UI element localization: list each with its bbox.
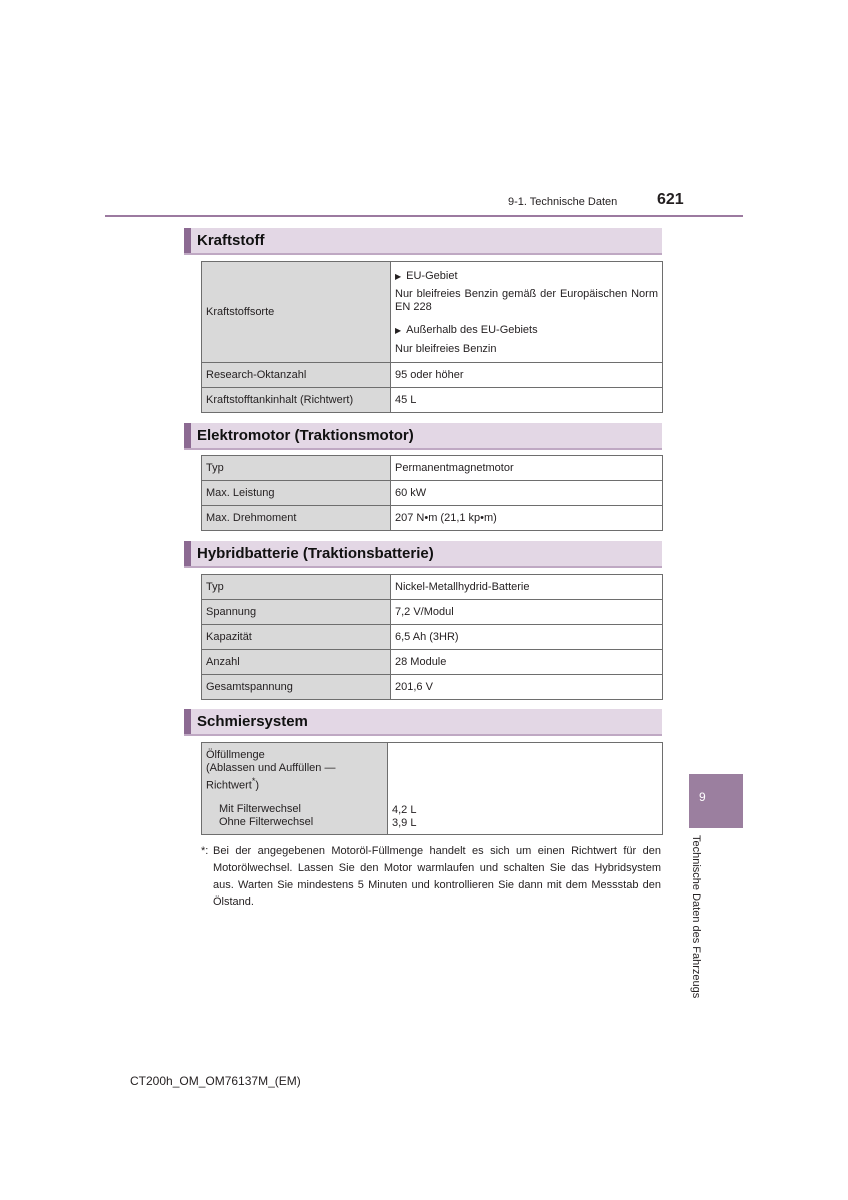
- footnote-marker: *:: [201, 845, 209, 857]
- without-filter-value: 3,9 L: [392, 817, 417, 829]
- table-row: [202, 506, 663, 531]
- section-title: Kraftstoff: [197, 232, 265, 249]
- row-value: 6,5 Ah (3HR): [391, 625, 663, 650]
- oil-capacity-value: [388, 743, 663, 835]
- row-value: Nickel-Metallhydrid-Batterie: [391, 575, 663, 600]
- row-value: 95 oder höher: [391, 363, 663, 388]
- section-title: Schmiersystem: [197, 713, 308, 730]
- table-row: [202, 262, 663, 363]
- table-row: [202, 481, 663, 506]
- document-code: CT200h_OM_OM76137M_(EM): [130, 1074, 301, 1088]
- running-header-section: 9-1. Technische Daten: [508, 196, 618, 208]
- table-row: [202, 388, 663, 413]
- row-label: Anzahl: [202, 650, 391, 675]
- section-title: Hybridbatterie (Traktionsbatterie): [197, 545, 434, 562]
- page-number: 621: [657, 191, 684, 208]
- battery-table: [201, 574, 663, 700]
- row-label: Max. Drehmoment: [202, 506, 391, 531]
- footnote: [201, 843, 661, 911]
- without-filter-label: Ohne Filterwechsel: [219, 815, 314, 828]
- row-value: 201,6 V: [391, 675, 663, 700]
- table-row: [202, 743, 663, 835]
- section-heading-lubrication: [184, 709, 662, 734]
- section-heading-motor: [184, 423, 662, 448]
- row-label: Research-Oktanzahl: [202, 363, 391, 388]
- footnote-text: Bei der angegebenen Motoröl-Füllmenge handelt es sich um einen Richtwert für den Motorölwechsel. Lassen Sie den Motor warmlaufen und schalten Sie das Hybridsystem aus. Warten Sie mindestens 5 Minuten und kontrollieren Sie dann mit dem Messstab den Ölstand.: [213, 845, 661, 908]
- table-row: [202, 625, 663, 650]
- chapter-title-vertical: Technische Daten des Fahrzeugs: [690, 835, 702, 999]
- row-label: Kraftstofftankinhalt (Richtwert): [202, 388, 391, 413]
- row-value: 45 L: [391, 388, 663, 413]
- fuel-type-label: Kraftstoffsorte: [202, 262, 391, 363]
- oil-capacity-label: Ölfüllmenge (Ablassen und Auffüllen — Richtwert*) Mit Filterwechsel Ohne Filterwechsel: [202, 743, 388, 835]
- table-row: [202, 675, 663, 700]
- section-heading-battery: [184, 541, 662, 566]
- section-title: Elektromotor (Traktionsmotor): [197, 427, 414, 444]
- with-filter-value: 4,2 L: [392, 804, 417, 816]
- triangle-right-icon: ▶: [395, 326, 402, 335]
- row-label: Kapazität: [202, 625, 391, 650]
- row-value: Permanentmagnetmotor: [391, 456, 663, 481]
- table-row: [202, 456, 663, 481]
- lubrication-table: [201, 742, 663, 835]
- row-value: 7,2 V/Modul: [391, 600, 663, 625]
- row-value: 60 kW: [391, 481, 663, 506]
- table-row: [202, 650, 663, 675]
- row-label: Max. Leistung: [202, 481, 391, 506]
- fuel-table: [201, 261, 663, 413]
- outside-eu-text: Nur bleifreies Benzin: [395, 343, 497, 355]
- section-heading-fuel: [184, 228, 662, 253]
- row-value: 28 Module: [391, 650, 663, 675]
- table-row: [202, 363, 663, 388]
- chapter-tab: [689, 774, 743, 828]
- table-row: [202, 575, 663, 600]
- table-row: [202, 600, 663, 625]
- row-label: Spannung: [202, 600, 391, 625]
- header-rule: [105, 215, 743, 217]
- motor-table: [201, 455, 663, 531]
- row-label: Typ: [202, 456, 391, 481]
- fuel-type-value: [391, 262, 663, 363]
- row-label: Typ: [202, 575, 391, 600]
- eu-heading: ▶ EU-Gebiet: [395, 270, 458, 282]
- eu-text: Nur bleifreies Benzin gemäß der Europäischen Norm EN 228: [395, 288, 658, 313]
- row-value: 207 N•m (21,1 kp•m): [391, 506, 663, 531]
- triangle-right-icon: ▶: [395, 272, 402, 281]
- with-filter-label: Mit Filterwechsel: [219, 802, 301, 815]
- outside-eu-heading: ▶ Außerhalb des EU-Gebiets: [395, 324, 538, 336]
- chapter-number: 9: [699, 790, 706, 804]
- row-label: Gesamtspannung: [202, 675, 391, 700]
